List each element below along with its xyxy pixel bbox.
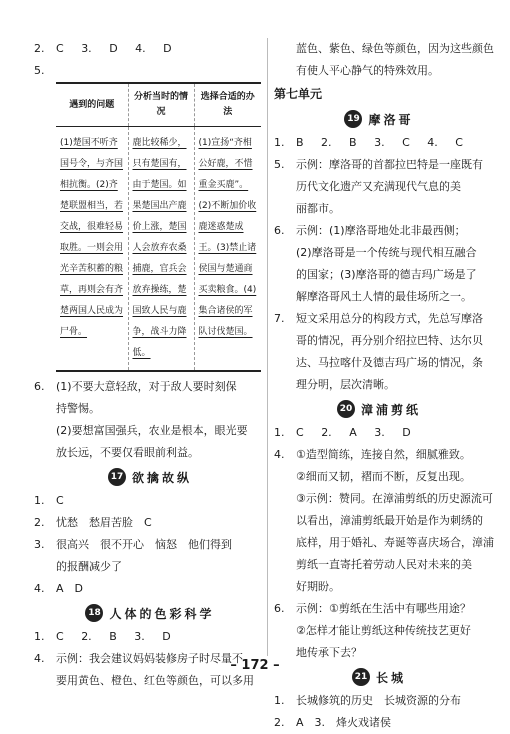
answer-row: 1. B 2. B 3. C 4. C bbox=[274, 136, 463, 149]
answer-row: 3. 很高兴 很不开心 恼怒 他们得到 bbox=[34, 538, 232, 551]
answer-row-2: 2. C 3. D 4. D bbox=[34, 42, 172, 55]
answer-row: 6. 示例：(1)摩洛哥地处北非最西侧； bbox=[274, 224, 466, 237]
section-header-17 bbox=[34, 464, 266, 490]
unit-title: 第七单元 bbox=[274, 87, 323, 101]
table-cell: (1)宣扬“齐相公好鹿，不惜重金买鹿”。(2)不断加价收鹿迷惑楚成王。(3)禁止诸侯国与楚通商买卖粮食。(4)集合诸侯的军队讨伐楚国。 bbox=[194, 127, 261, 372]
lesson-number-badge: 20 bbox=[337, 400, 355, 418]
section-title: 长城 bbox=[375, 670, 406, 685]
answer-row: 4. 示例：我会建议妈妈装修房子时尽量不 bbox=[34, 652, 243, 665]
answer-row: 2. 忧愁 愁眉苦脸 C bbox=[34, 516, 152, 529]
answer-row: 7. 短文采用总分的构段方式，先总写摩洛 bbox=[274, 312, 483, 325]
lesson-number-badge: 17 bbox=[108, 468, 126, 486]
section-header-20 bbox=[274, 396, 484, 422]
answer-row: 1. 长城修筑的历史 长城资源的分布 bbox=[274, 694, 461, 707]
table-row bbox=[56, 127, 261, 372]
answer-row: 1. C 2. A 3. D bbox=[274, 426, 411, 439]
lesson-number-badge: 21 bbox=[352, 668, 370, 686]
section-title: 人体的色彩科学 bbox=[109, 606, 215, 621]
table-header: 分析当时的情况 bbox=[128, 83, 194, 127]
table-header: 遇到的问题 bbox=[56, 83, 128, 127]
section-title: 摩洛哥 bbox=[368, 112, 414, 127]
page-number: – 172 – bbox=[230, 658, 280, 673]
lesson-number-badge: 18 bbox=[85, 604, 103, 622]
answer-row: 1. C bbox=[34, 494, 64, 507]
answer-row: 1. C 2. B 3. D bbox=[34, 630, 171, 643]
answer-row: 4. A D bbox=[34, 582, 83, 595]
answer-row: 2. A 3. 烽火戏诸侯 bbox=[274, 716, 392, 729]
answer-row: 6. 示例：①剪纸在生活中有哪些用途？ bbox=[274, 602, 471, 615]
section-header-18 bbox=[34, 600, 266, 626]
answer-row: 5. 示例：摩洛哥的首都拉巴特是一座既有 bbox=[274, 158, 483, 171]
section-title: 漳浦剪纸 bbox=[360, 402, 421, 417]
answer-row: 4. ①造型简练，连接自然，细腻雅致。 bbox=[274, 448, 471, 461]
table-cell: (1)楚国不听齐国号令，与齐国相抗衡。(2)齐楚联盟相当，若交战，很难轻易取胜。一则会用光辛苦积蓄的粮草，再则会有齐楚两国人民成为尸骨。 bbox=[56, 127, 128, 372]
lesson-number-badge: 19 bbox=[344, 110, 362, 128]
left-column: 2. C 3. D 4. D 5. 遇到的问题 分析当时的情况 选择合适的办法 (1)楚国不听齐国号令，与齐国相抗衡。(2)齐楚联盟相当，若交战，很难轻易取胜。一则会用光辛苦积蓄的粮草，再则会有齐楚两国人民成为尸骨。 鹿比较稀少，只有楚国有，由于楚国。如果楚国出产鹿价上涨，楚国人会放弃农桑捕鹿，官兵会放弃操练，楚国致人民与鹿争，战斗力降低。 (1)宣扬“齐相公好鹿，不惜重金买鹿”。(2)不断加价收鹿迷惑楚成王。(3)禁止诸侯国与楚通商买卖粮食。(4)集合诸侯的军队讨伐楚国。 6. (1)不要大意轻敌，对于敌人要时刻保 持警惕。 (2)要想富国强兵，农业是根本，眼光要 放长远，不要仅看眼前利益。 17 欲擒故纵 1. C 2. 忧愁 愁眉苦脸 C 3. 很高兴 很不开心 恼怒 他们得到 的报酬减少了 4. A D 18 人体的色彩科学 1. C 2. B 3. D 4. 示例：我会建议妈妈装修房子时尽量不 要用黄色、橙色、红色等颜色，可以多用 bbox=[34, 38, 266, 692]
table-header: 选择合适的办法 bbox=[194, 83, 261, 127]
table-cell: 鹿比较稀少，只有楚国有，由于楚国。如果楚国出产鹿价上涨，楚国人会放弃农桑捕鹿，官兵会放弃操练，楚国致人民与鹿争，战斗力降低。 bbox=[128, 127, 194, 372]
analysis-table bbox=[56, 82, 261, 372]
column-divider bbox=[267, 38, 268, 656]
section-header-19 bbox=[274, 106, 484, 132]
right-column: 蓝色、紫色、绿色等颜色，因为这些颜色 有使人平心静气的特殊效用。 第七单元 19 摩洛哥 1. B 2. B 3. C 4. C 5. 示例：摩洛哥的首都拉巴特是一座既有 历代文化遗产又充满现代气息的美 丽都市。 6. 示例：(1)摩洛哥地处北非最西侧； (2)摩洛哥是一个传统与现代相互融合 的国家；(3)摩洛哥的德吉玛广场是了 解摩洛哥风土人情的最佳场所之一。 7. 短文采用总分的构段方式，先总写摩洛 哥的情况，再分别介绍拉巴特、达尔贝 达、马拉喀什及德吉玛广场的情况，条 理分明，层次清晰。 20 漳浦剪纸 1. C 2. A 3. D 4. ①造型简练，连接自然，细腻雅致。 ②细而又韧，褶而不断，反复出现。 ③示例：赞同。在漳浦剪纸的历史源流可 以看出，漳浦剪纸最开始是作为刺绣的 底样，用于婚礼、寿诞等喜庆场合，漳浦 剪纸一直寄托着劳动人民对未来的美 好期盼。 6. 示例：①剪纸在生活中有哪些用途？ ②怎样才能让剪纸这种传统技艺更好 地传承下去？ 21 长城 1. 长城修筑的历史 长城资源的分布 2. A 3. 烽火戏诸侯 bbox=[274, 38, 484, 734]
section-title: 欲擒故纵 bbox=[131, 470, 192, 485]
question-5-label: 5. bbox=[34, 64, 45, 77]
answer-6: 6. (1)不要大意轻敌，对于敌人要时刻保 bbox=[34, 380, 237, 393]
